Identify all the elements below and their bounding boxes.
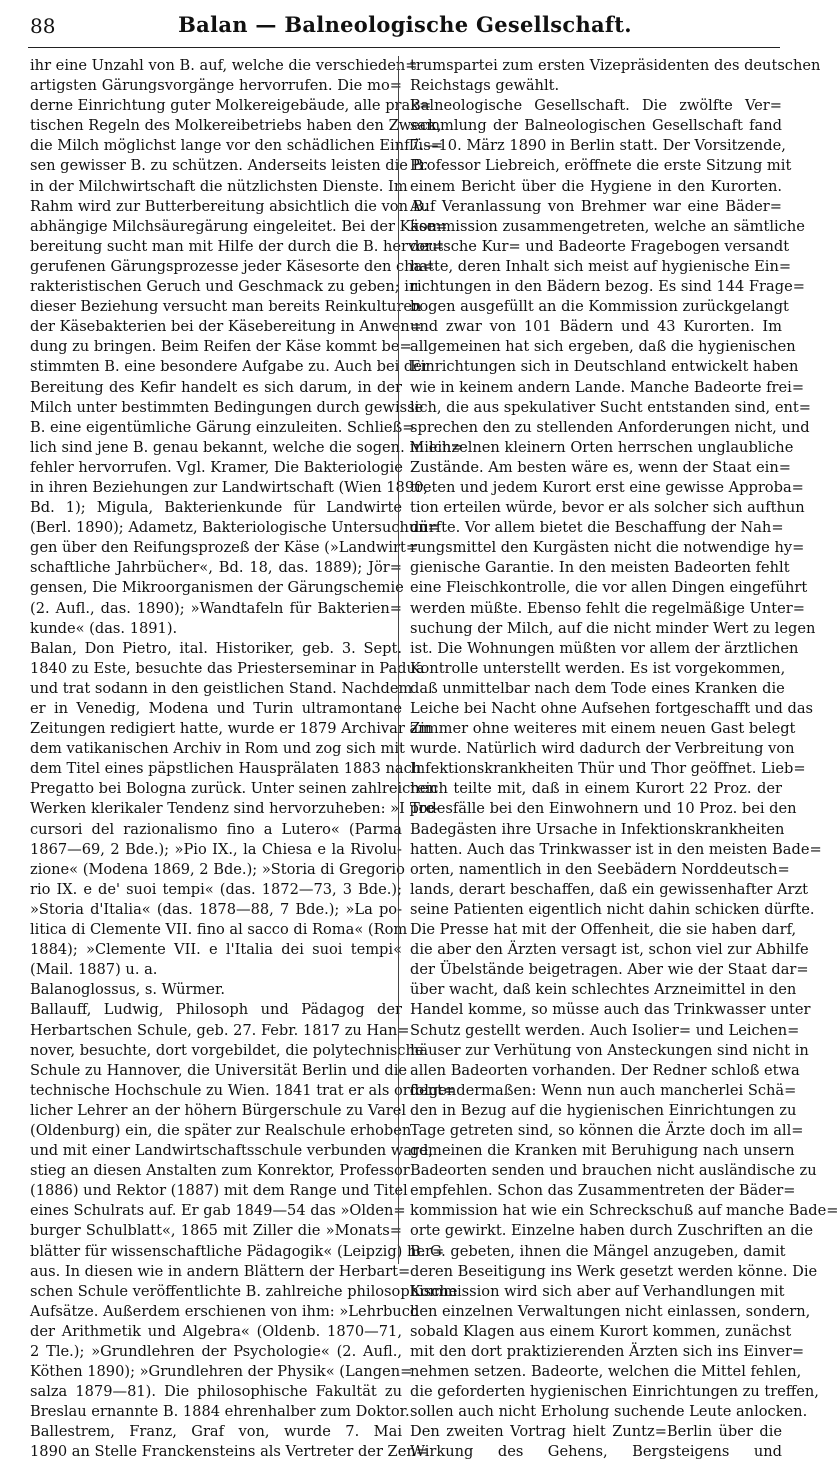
text-line: lands, derart beschaffen, daß ein gewissenhafter Arzt bbox=[410, 880, 809, 898]
text-line: wie in keinem andern Lande. Manche Badeorte frei= bbox=[410, 378, 805, 396]
text-line: häuser zur Verhütung von Ansteckungen sind nicht in bbox=[410, 1041, 809, 1059]
text-line: Badegästen ihre Ursache in Infektionskrankheiten bbox=[410, 820, 785, 838]
text-line: (Berl. 1890); Adametz, Bakteriologische Untersuchun= bbox=[30, 519, 440, 537]
text-line: dieser Beziehung versucht man bereits Reinkulturen bbox=[30, 298, 422, 316]
text-line: reich teilte mit, daß in einem Kurort 22 Proz. der bbox=[410, 780, 782, 798]
text-line: gienische Garantie. In den meisten Badeorten fehlt bbox=[410, 559, 790, 577]
text-line: treten und jedem Kurort erst eine gewisse Approba= bbox=[410, 478, 804, 496]
text-line: abhängige Milchsäuregärung eingeleitet. Bei der Käse= bbox=[30, 217, 448, 235]
text-line: tischen Regeln des Molkereibetriebs haben den Zweck, bbox=[30, 117, 442, 135]
text-line: hatte, deren Inhalt sich meist auf hygienische Ein= bbox=[410, 257, 792, 275]
page-header bbox=[30, 8, 780, 44]
text-line: lich, die aus spekulativer Sucht entstanden sind, ent= bbox=[410, 398, 811, 416]
text-line: rakteristischen Geruch und Geschmack zu geben; in bbox=[30, 278, 419, 296]
text-line: (1886) und Rektor (1887) mit dem Range und Titel bbox=[30, 1182, 408, 1200]
text-line: Auf Veranlassung von Brehmer war eine Bäder= bbox=[410, 197, 782, 215]
text-line: licher Lehrer an der höhern Bürgerschule zu Varel bbox=[30, 1101, 407, 1119]
text-line: rungsmittel den Kurgästen nicht die notwendige hy= bbox=[410, 539, 805, 557]
text-line: kunde« (das. 1891). bbox=[30, 619, 178, 637]
text-line: nover, besuchte, dort vorgebildet, die polytechnische bbox=[30, 1041, 424, 1059]
text-line: 1884); »Clemente VII. e l'Italia dei suoi tempi« bbox=[30, 941, 402, 959]
text-line: Infektionskrankheiten Thür und Thor geöffnet. Lieb= bbox=[410, 760, 806, 778]
text-line: deutsche Kur= und Badeorte Fragebogen versandt bbox=[410, 237, 790, 255]
text-line: derne Einrichtung guter Molkereigebäude, alle prak= bbox=[30, 97, 432, 115]
text-line: gen über den Reifungsprozeß der Käse (»Landwirt= bbox=[30, 539, 419, 557]
text-line: Schule zu Hannover, die Universität Berlin und die bbox=[30, 1061, 408, 1079]
text-line: Breslau ernannte B. 1884 ehrenhalber zum Doktor. bbox=[30, 1403, 410, 1421]
text-line: Köthen 1890); »Grundlehren der Physik« (Langen= bbox=[30, 1363, 413, 1381]
text-line: Ballauff, Ludwig, Philosoph und Pädagog der bbox=[30, 1001, 402, 1019]
text-line: über wacht, daß kein schlechtes Arzneimittel in den bbox=[410, 981, 797, 999]
text-line: B. G. gebeten, ihnen die Mängel anzugeben, damit bbox=[410, 1242, 786, 1260]
text-line: Milch unter bestimmten Bedingungen durch gewisse bbox=[30, 398, 424, 416]
text-line: in ihren Beziehungen zur Landwirtschaft (Wien 1890, bbox=[30, 478, 429, 496]
column-divider bbox=[398, 56, 399, 1264]
text-line: fehler hervorrufen. Vgl. Kramer, Die Bakteriologie bbox=[30, 458, 403, 476]
text-line: folgendermaßen: Wenn nun auch mancherlei Schä= bbox=[410, 1081, 797, 1099]
text-line: Zeitungen redigiert hatte, wurde er 1879 Archivar am bbox=[30, 720, 432, 738]
text-line: »Storia d'Italia« (das. 1878—88, 7 Bde.); »La po- bbox=[30, 900, 402, 918]
text-line: 7.—10. März 1890 in Berlin statt. Der Vorsitzende, bbox=[410, 137, 786, 155]
text-line: eines Schulrats auf. Er gab 1849—54 das »Olden= bbox=[30, 1202, 406, 1220]
text-line: seine Patienten eigentlich nicht dahin schicken dürfte. bbox=[410, 900, 815, 918]
text-line: Todesfälle bei den Einwohnern und 10 Proz. bei den bbox=[410, 800, 797, 818]
text-line: eine Fleischkontrolle, die vor allen Dingen eingeführt bbox=[410, 579, 808, 597]
text-line: aus. In diesen wie in andern Blättern der Herbart= bbox=[30, 1262, 411, 1280]
text-line: der Übelstände beigetragen. Aber wie der Staat dar= bbox=[410, 961, 809, 979]
text-line: 1840 zu Este, besuchte das Priesterseminar in Padua bbox=[30, 659, 425, 677]
text-line: der Käsebakterien bei der Käsebereitung in Anwen= bbox=[30, 318, 422, 336]
text-line: Balan, Don Pietro, ital. Historiker, geb. 3. Sept. bbox=[30, 639, 402, 657]
text-line: orten, namentlich in den Seebädern Norddeutsch= bbox=[410, 860, 790, 878]
text-line: dem vatikanischen Archiv in Rom und zog sich mit bbox=[30, 740, 405, 758]
text-line: (Mail. 1887) u. a. bbox=[30, 961, 158, 979]
text-line: den einzelnen Verwaltungen nicht einlassen, sondern, bbox=[410, 1302, 811, 1320]
text-line: trumspartei zum ersten Vizepräsidenten des deutschen bbox=[410, 57, 821, 74]
text-line: kommission hat wie ein Schreckschuß auf manche Bade= bbox=[410, 1202, 838, 1220]
text-line: Den zweiten Vortrag hielt Zuntz=Berlin über die bbox=[410, 1423, 782, 1441]
text-line: gemeinen die Kranken mit Beruhigung nach unsern bbox=[410, 1142, 795, 1160]
text-line: daß unmittelbar nach dem Tode eines Kranken die bbox=[410, 679, 785, 697]
text-line: ihr eine Unzahl von B. auf, welche die verschieden= bbox=[30, 57, 418, 74]
text-line: Kommission wird sich aber auf Verhandlungen mit bbox=[410, 1282, 785, 1300]
text-line: 2 Tle.); »Grundlehren der Psychologie« (2. Aufl., bbox=[30, 1343, 402, 1360]
text-line: Leiche bei Nacht ohne Aufsehen fortgeschafft und das bbox=[410, 700, 814, 717]
text-line: technische Hochschule zu Wien. 1841 trat er als ordent= bbox=[30, 1081, 456, 1099]
text-line: Zimmer ohne weiteres mit einem neuen Gast belegt bbox=[410, 720, 796, 738]
text-line: 1890 an Stelle Franckensteins als Vertreter der Zen= bbox=[30, 1443, 428, 1461]
text-line: Herbartschen Schule, geb. 27. Febr. 1817 zu Han= bbox=[30, 1021, 410, 1039]
text-line: stieg an diesen Anstalten zum Konrektor, Professor bbox=[30, 1162, 410, 1180]
text-line: litica di Clemente VII. fino al sacco di Roma« (Rom bbox=[30, 921, 408, 939]
text-line: sammlung der Balneologischen Gesellschaft fand bbox=[410, 117, 782, 135]
text-line: den in Bezug auf die hygienischen Einrichtungen zu bbox=[410, 1101, 797, 1119]
text-line: Ballestrem, Franz, Graf von, wurde 7. Mai bbox=[30, 1423, 402, 1441]
text-line: Tage getreten sind, so können die Ärzte doch im all= bbox=[410, 1121, 804, 1139]
left-column bbox=[30, 56, 464, 1461]
text-line: nehmen setzen. Badeorte, welchen die Mittel fehlen, bbox=[410, 1363, 802, 1381]
text-line: lich sind jene B. genau bekannt, welche die sogen. Milch= bbox=[30, 438, 464, 456]
text-line: einem Bericht über die Hygiene in den Kurorten. bbox=[410, 177, 782, 195]
text-line: Wirkung des Gehens, Bergsteigens und bbox=[410, 1443, 782, 1461]
text-line: ist. Die Wohnungen müßten vor allem der ärztlichen bbox=[410, 639, 799, 657]
text-line: hatten. Auch das Trinkwasser ist in den meisten Bade= bbox=[410, 840, 822, 858]
text-line: er in Venedig, Modena und Turin ultramontane bbox=[30, 700, 402, 717]
text-line: sobald Klagen aus einem Kurort kommen, zunächst bbox=[410, 1322, 792, 1340]
text-line: in der Milchwirtschaft die nützlichsten Dienste. Im bbox=[30, 177, 408, 195]
text-line: bereitung sucht man mit Hilfe der durch die B. hervor= bbox=[30, 237, 445, 255]
text-line: dem Titel eines päpstlichen Hausprälaten 1883 nach bbox=[30, 760, 422, 778]
text-line: und mit einer Landwirtschaftsschule verbunden ward, bbox=[30, 1142, 433, 1160]
text-line: orte gewirkt. Einzelne haben durch Zuschriften an die bbox=[410, 1222, 814, 1240]
text-line: schaftliche Jahrbücher«, Bd. 18, das. 1889); Jör= bbox=[30, 559, 402, 577]
text-line: sen gewisser B. zu schützen. Anderseits leisten die B. bbox=[30, 157, 428, 175]
text-line: dung zu bringen. Beim Reifen der Käse kommt be= bbox=[30, 338, 412, 356]
text-line: Balneologische Gesellschaft. Die zwölfte Ver= bbox=[410, 97, 782, 115]
text-line: burger Schulblatt«, 1865 mit Ziller die »Monats= bbox=[30, 1222, 402, 1240]
text-line: bogen ausgefüllt an die Kommission zurückgelangt bbox=[410, 298, 789, 316]
header-rule bbox=[28, 47, 780, 48]
text-line: Reichstags gewählt. bbox=[410, 77, 560, 95]
text-line: die aber den Ärzten versagt ist, schon viel zur Abhilfe bbox=[410, 941, 809, 959]
text-line: sprechen den zu stellenden Anforderungen nicht, und bbox=[410, 418, 810, 436]
text-line: allgemeinen hat sich ergeben, daß die hygienischen bbox=[410, 338, 796, 356]
text-line: in einzelnen kleinern Orten herrschen unglaubliche bbox=[410, 438, 794, 456]
text-line: deren Beseitigung ins Werk gesetzt werden könne. Die bbox=[410, 1262, 818, 1280]
text-line: der Arithmetik und Algebra« (Oldenb. 1870—71, bbox=[30, 1322, 402, 1340]
page-number: 88 bbox=[30, 14, 56, 38]
text-line: werden müßte. Ebenso fehlt die regelmäßige Unter= bbox=[410, 599, 805, 617]
text-line: Bereitung des Kefir handelt es sich darum, in der bbox=[30, 378, 402, 396]
text-line: artigsten Gärungsvorgänge hervorrufen. Die mo= bbox=[30, 77, 402, 95]
text-line: kommission zusammengetreten, welche an sämtliche bbox=[410, 217, 805, 235]
running-title: Balan — Balneologische Gesellschaft. bbox=[178, 12, 632, 37]
text-line: Badeorten senden und brauchen nicht ausländische zu bbox=[410, 1162, 817, 1180]
text-line: Handel komme, so müsse auch das Trinkwasser unter bbox=[410, 1001, 811, 1019]
text-line: allen Badeorten vorhanden. Der Redner schloß etwa bbox=[410, 1061, 800, 1079]
text-line: Aufsätze. Außerdem erschienen von ihm: »Lehrbuch bbox=[30, 1302, 420, 1320]
text-line: Einrichtungen sich in Deutschland entwickelt haben bbox=[410, 358, 799, 376]
text-line: Werken klerikaler Tendenz sind hervorzuheben: »I pre- bbox=[30, 800, 440, 818]
text-line: blätter für wissenschaftliche Pädagogik« (Leipzig) her= bbox=[30, 1242, 445, 1260]
text-line: tion erteilen würde, bevor er als solcher sich aufthun bbox=[410, 499, 805, 517]
text-line: Professor Liebreich, eröffnete die erste Sitzung mit bbox=[410, 157, 792, 175]
text-line: die geforderten hygienischen Einrichtungen zu treffen, bbox=[410, 1383, 819, 1401]
text-line: rio IX. e de' suoi tempi« (das. 1872—73, 3 Bde.); bbox=[30, 880, 402, 898]
text-line: Kontrolle unterstellt werden. Es ist vorgekommen, bbox=[410, 659, 786, 677]
text-line: wurde. Natürlich wird dadurch der Verbreitung von bbox=[410, 740, 795, 758]
text-line: Schutz gestellt werden. Auch Isolier= und Leichen= bbox=[410, 1021, 800, 1039]
text-line: schen Schule veröffentlichte B. zahlreiche philosophische bbox=[30, 1282, 458, 1300]
text-line: (Oldenburg) ein, die später zur Realschule erhoben bbox=[30, 1121, 412, 1139]
text-line: suchung der Milch, auf die nicht minder Wert zu legen bbox=[410, 619, 816, 637]
text-line: Zustände. Am besten wäre es, wenn der Staat ein= bbox=[410, 458, 791, 476]
text-line: empfehlen. Schon das Zusammentreten der Bäder= bbox=[410, 1182, 796, 1200]
text-line: B. eine eigentümliche Gärung einzuleiten. Schließ= bbox=[30, 418, 415, 436]
text-line: gensen, Die Mikroorganismen der Gärungschemie bbox=[30, 579, 404, 597]
text-line: salza 1879—81). Die philosophische Fakultät zu bbox=[30, 1383, 402, 1401]
text-line: Die Presse hat mit der Offenheit, die sie haben darf, bbox=[410, 921, 797, 939]
text-line: gerufenen Gärungsprozesse jeder Käsesorte den cha= bbox=[30, 257, 435, 275]
text-line: Rahm wird zur Butterbereitung absichtlich die von B. bbox=[30, 197, 428, 215]
text-line: stimmten B. eine besondere Aufgabe zu. Auch bei der bbox=[30, 358, 429, 376]
text-line: zione« (Modena 1869, 2 Bde.); »Storia di Gregorio bbox=[30, 860, 405, 878]
text-line: und zwar von 101 Bädern und 43 Kurorten. Im bbox=[410, 318, 782, 336]
text-line: Pregatto bei Bologna zurück. Unter seinen zahlreichen bbox=[30, 780, 438, 798]
text-line: mit den dort praktizierenden Ärzten sich ins Einver= bbox=[410, 1343, 805, 1360]
text-line: richtungen in den Bädern bezog. Es sind 144 Frage= bbox=[410, 278, 805, 296]
text-line: sollen auch nicht Erholung suchende Leute anlocken. bbox=[410, 1403, 808, 1421]
right-column bbox=[410, 56, 838, 1461]
text-line: und trat sodann in den geistlichen Stand. Nachdem bbox=[30, 679, 413, 697]
text-line: 1867—69, 2 Bde.); »Pio IX., la Chiesa e la Rivolu- bbox=[30, 840, 402, 858]
text-line: dürfte. Vor allem bietet die Beschaffung der Nah= bbox=[410, 519, 784, 537]
text-line: cursori del razionalismo fino a Lutero« (Parma bbox=[30, 820, 402, 838]
text-line: die Milch möglichst lange vor den schädlichen Einflüs= bbox=[30, 137, 443, 155]
text-line: (2. Aufl., das. 1890); »Wandtafeln für Bakterien= bbox=[30, 599, 402, 617]
text-line: Balanoglossus, s. Würmer. bbox=[30, 981, 225, 999]
text-line: Bd. 1); Migula, Bakterienkunde für Landwirte bbox=[30, 499, 402, 517]
